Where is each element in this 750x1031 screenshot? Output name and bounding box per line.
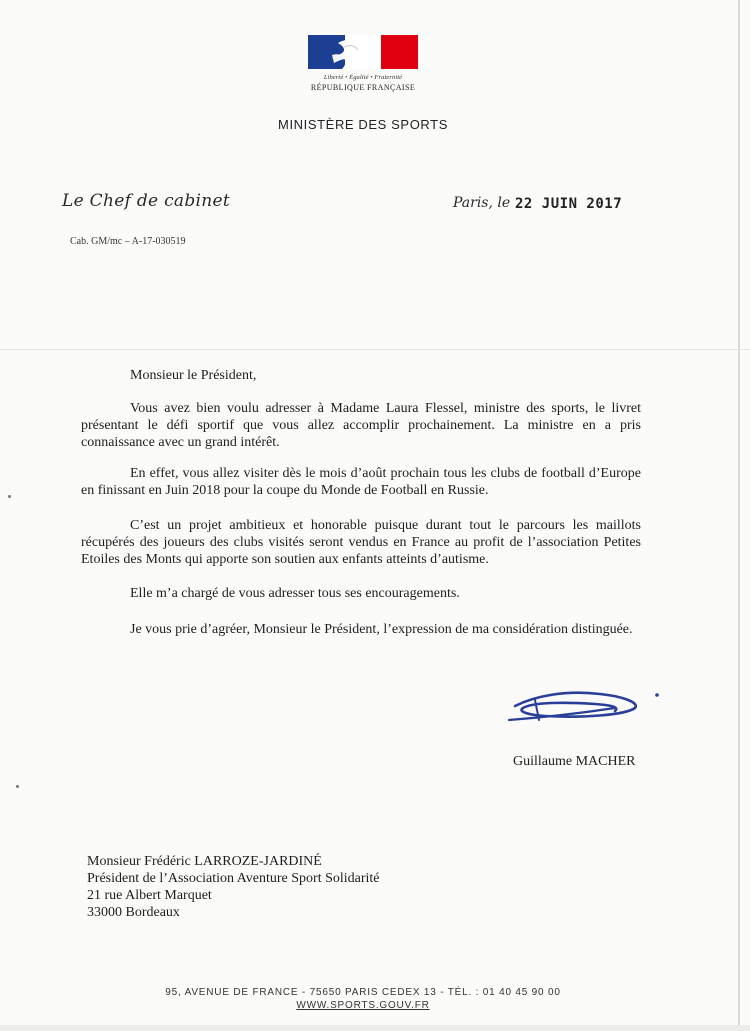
letter-paragraph [81, 517, 641, 568]
handwritten-signature [505, 682, 665, 730]
date-place: Paris, le [453, 195, 511, 211]
paragraph-text: En effet, vous allez visiter dès le mois d’août prochain tous les clubs de football d’Europe en finissant en Juin 2018 pour la coupe du Monde de Football en Russie. [81, 466, 641, 498]
paragraph-text: Elle m’a chargé de vous adresser tous ses encouragements. [130, 586, 460, 601]
marianne-logo [308, 35, 418, 103]
paragraph-text: Je vous prie d’agréer, Monsieur le Président, l’expression de ma considération distinguée. [130, 622, 633, 637]
scan-speck [8, 495, 11, 498]
reference-number: Cab. GM/mc – A-17-030519 [70, 236, 186, 247]
sender-title: Le Chef de cabinet [62, 191, 231, 211]
footer-website-link[interactable]: WWW.SPORTS.GOUV.FR [296, 1000, 430, 1011]
marianne-flag-icon [308, 35, 418, 69]
letter-paragraph [81, 465, 641, 499]
paragraph-text: Vous avez bien voulu adresser à Madame Laura Flessel, ministre des sports, le livret présentant le défi sportif que vous allez accomplir prochainement. La ministre en a pris connaissance avec un grand intérêt. [81, 401, 641, 450]
scan-speck [16, 785, 19, 788]
signer-name: Guillaume MACHER [513, 754, 636, 769]
letter-paragraph [81, 585, 641, 602]
letter-paragraph [81, 621, 641, 638]
recipient-street: 21 rue Albert Marquet [87, 888, 212, 903]
recipient-role: Président de l’Association Aventure Sport Solidarité [87, 871, 380, 886]
republique-francaise-label: RÉPUBLIQUE FRANÇAISE [310, 83, 416, 92]
paper-fold-line [0, 349, 750, 350]
letter-paragraph [81, 400, 641, 451]
salutation: Monsieur le Président, [130, 368, 257, 383]
recipient-address [87, 853, 380, 921]
footer-address: 95, AVENUE DE FRANCE - 75650 PARIS CEDEX 13 - TÉL. : 01 40 45 90 00 [165, 987, 561, 998]
recipient-city: 33000 Bordeaux [87, 905, 180, 920]
republic-motto: Liberté • Égalité • Fraternité [323, 74, 403, 81]
recipient-name: Monsieur Frédéric LARROZE-JARDINÉ [87, 854, 322, 869]
ministry-name: MINISTÈRE DES SPORTS [278, 117, 448, 132]
date-stamp: 22 JUIN 2017 [515, 196, 623, 212]
page-edge [738, 0, 740, 1031]
page-bottom-edge [0, 1025, 750, 1031]
paragraph-text: C’est un projet ambitieux et honorable puisque durant tout le parcours les maillots récupérés des joueurs des clubs visités seront vendus en France au profit de l’association Petites Etoiles des Monts qui apporte son soutien aux enfants atteints d’autisme. [81, 518, 641, 567]
